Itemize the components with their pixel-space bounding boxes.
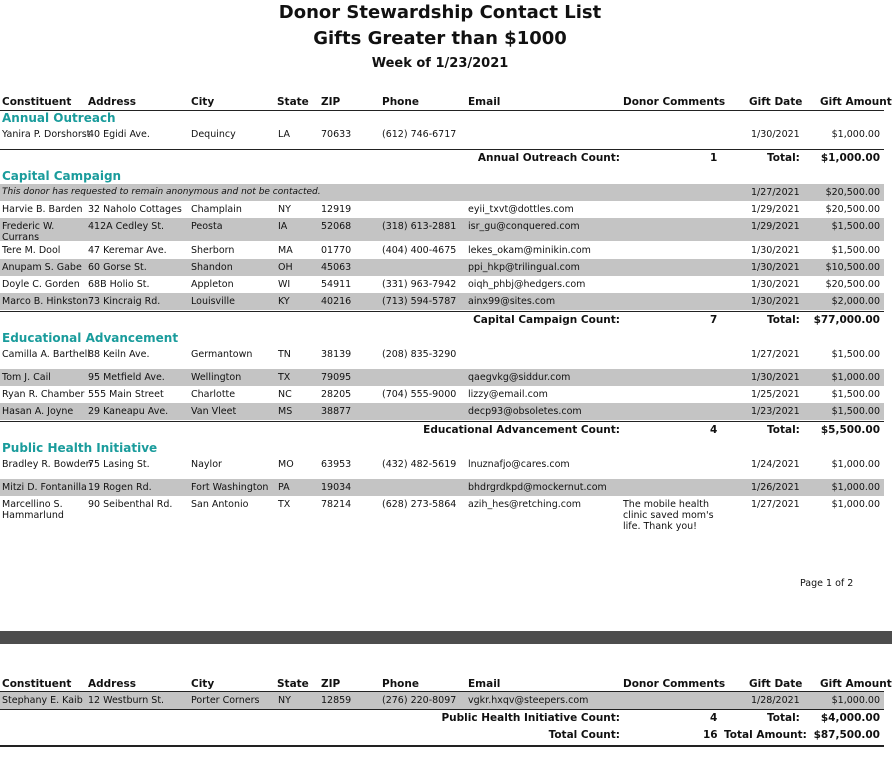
table-row: Hasan A. Joyne 29 Kaneapu Ave. Van Vleet MS 38877 decp93@obsoletes.com 1/23/2021 $1,500.00	[0, 403, 884, 420]
capital-count: 7	[710, 314, 718, 326]
group-rule	[0, 709, 884, 710]
table-row: Camilla A. Barthell 88 Keiln Ave. Germantown TN 38139 (208) 835-3290 1/27/2021 $1,500.00	[2, 349, 880, 360]
table-row: Tom J. Cail 95 Metfield Ave. Wellington TX 79095 qaegvkg@siddur.com 1/30/2021 $1,000.00	[0, 369, 884, 386]
annual-total: $1,000.00	[820, 152, 880, 164]
col-address: Address	[88, 96, 136, 108]
group-title-annual: Annual Outreach	[2, 111, 116, 125]
public-count: 4	[710, 712, 718, 724]
group-rule	[0, 149, 884, 150]
report-week: Week of 1/23/2021	[371, 56, 509, 71]
table-row: Doyle C. Gorden 68B Holio St. Appleton WI 54911 (331) 963-7942 oiqh_phbj@hedgers.com 1/30/2021 $20,500.00	[2, 279, 880, 290]
capital-total: $77,000.00	[813, 314, 880, 326]
page-break	[0, 631, 892, 644]
col-state: State	[277, 96, 309, 108]
col-comments: Donor Comments	[623, 96, 726, 108]
grand-amount-label: Total Amount:	[724, 729, 807, 741]
table-row: Mitzi D. Fontanilla 19 Rogen Rd. Fort Washington PA 19034 bhdrgrdkpd@mockernut.com 1/26/2021 $1,000.00	[0, 479, 884, 496]
report-title: Donor Stewardship Contact List	[278, 2, 602, 23]
page-number: Page 1 of 2	[800, 578, 854, 589]
col-city: City	[191, 96, 215, 108]
table-row: Harvie B. Barden 32 Naholo Cottages Champlain NY 12919 eyii_txvt@dottles.com 1/29/2021 $20,500.00	[2, 204, 880, 215]
anonymous-note: This donor has requested to remain anonymous and not be contacted.	[2, 187, 321, 197]
table-row: Frederic W. Currans 412A Cedley St. Peosta IA 52068 (318) 613-2881 isr_gu@conquered.com 1/29/2021 $1,500.00	[0, 218, 884, 241]
annual-count-label: Annual Outreach Count:	[477, 152, 620, 164]
report-subtitle: Gifts Greater than $1000	[313, 28, 567, 49]
annual-total-label: Total:	[767, 152, 800, 164]
header-rule	[0, 110, 884, 111]
col-zip: ZIP	[321, 96, 341, 108]
educational-total-label: Total:	[767, 424, 800, 436]
table-row: Marcellino S. Hammarlund 90 Seibenthal Rd. San Antonio TX 78214 (628) 273-5864 azih_hes@retching.com The mobile health clinic saved mom's life. Thank you! 1/27/2021 $1,000.00	[2, 499, 880, 532]
column-header-row-page2: Constituent Address City State ZIP Phone Email Donor Comments Gift Date Gift Amount	[2, 678, 892, 690]
public-total: $4,000.00	[820, 712, 880, 724]
group-title-capital: Capital Campaign	[2, 169, 122, 183]
grand-total-rule	[0, 745, 884, 747]
table-row: Ryan R. Chamber 555 Main Street Charlotte NC 28205 (704) 555-9000 lizzy@email.com 1/25/2021 $1,500.00	[2, 389, 880, 400]
annual-count: 1	[710, 152, 718, 164]
col-email: Email	[468, 96, 501, 108]
col-gift-amount: Gift Amount	[820, 96, 892, 108]
table-row: Stephany E. Kaib 12 Westburn St. Porter Corners NY 12859 (276) 220-8097 vgkr.hxqv@steepers.com 1/28/2021 $1,000.00	[0, 692, 884, 709]
col-gift-date: Gift Date	[749, 96, 803, 108]
group-title-educational: Educational Advancement	[2, 331, 179, 345]
grand-count-label: Total Count:	[548, 729, 620, 741]
educational-count: 4	[710, 424, 718, 436]
group-rule	[0, 421, 884, 422]
educational-total: $5,500.00	[820, 424, 880, 436]
grand-amount: $87,500.00	[813, 729, 880, 741]
educational-count-label: Educational Advancement Count:	[423, 424, 620, 436]
public-count-label: Public Health Initiative Count:	[441, 712, 620, 724]
col-constituent: Constituent	[2, 96, 72, 108]
grand-count: 16	[703, 729, 718, 741]
table-row: Bradley R. Bowden 75 Lasing St. Naylor MO 63953 (432) 482-5619 lnuznafjo@cares.com 1/24/2021 $1,000.00	[2, 459, 880, 470]
capital-total-label: Total:	[767, 314, 800, 326]
column-header-row	[0, 93, 892, 111]
table-row: Anupam S. Gabe 60 Gorse St. Shandon OH 45063 ppi_hkp@trilingual.com 1/30/2021 $10,500.00	[0, 259, 884, 276]
table-row: Tere M. Dool 47 Keremar Ave. Sherborn MA 01770 (404) 400-4675 lekes_okam@minikin.com 1/30/2021 $1,500.00	[2, 245, 880, 256]
public-total-label: Total:	[767, 712, 800, 724]
table-row: Yanira P. Dorshorst 40 Egidi Ave. Dequincy LA 70633 (612) 746-6717 1/30/2021 $1,000.00	[2, 129, 880, 140]
group-rule	[0, 311, 884, 312]
capital-count-label: Capital Campaign Count:	[473, 314, 620, 326]
anonymous-row: This donor has requested to remain anonymous and not be contacted. 1/27/2021 $20,500.00	[0, 184, 884, 201]
col-phone: Phone	[382, 96, 419, 108]
donor-comment: The mobile health clinic saved mom's life. Thank you!	[623, 499, 714, 532]
group-title-public: Public Health Initiative	[2, 441, 158, 455]
table-row: Marco B. Hinkston 73 Kincraig Rd. Louisville KY 40216 (713) 594-5787 ainx99@sites.com 1/30/2021 $2,000.00	[0, 293, 884, 310]
